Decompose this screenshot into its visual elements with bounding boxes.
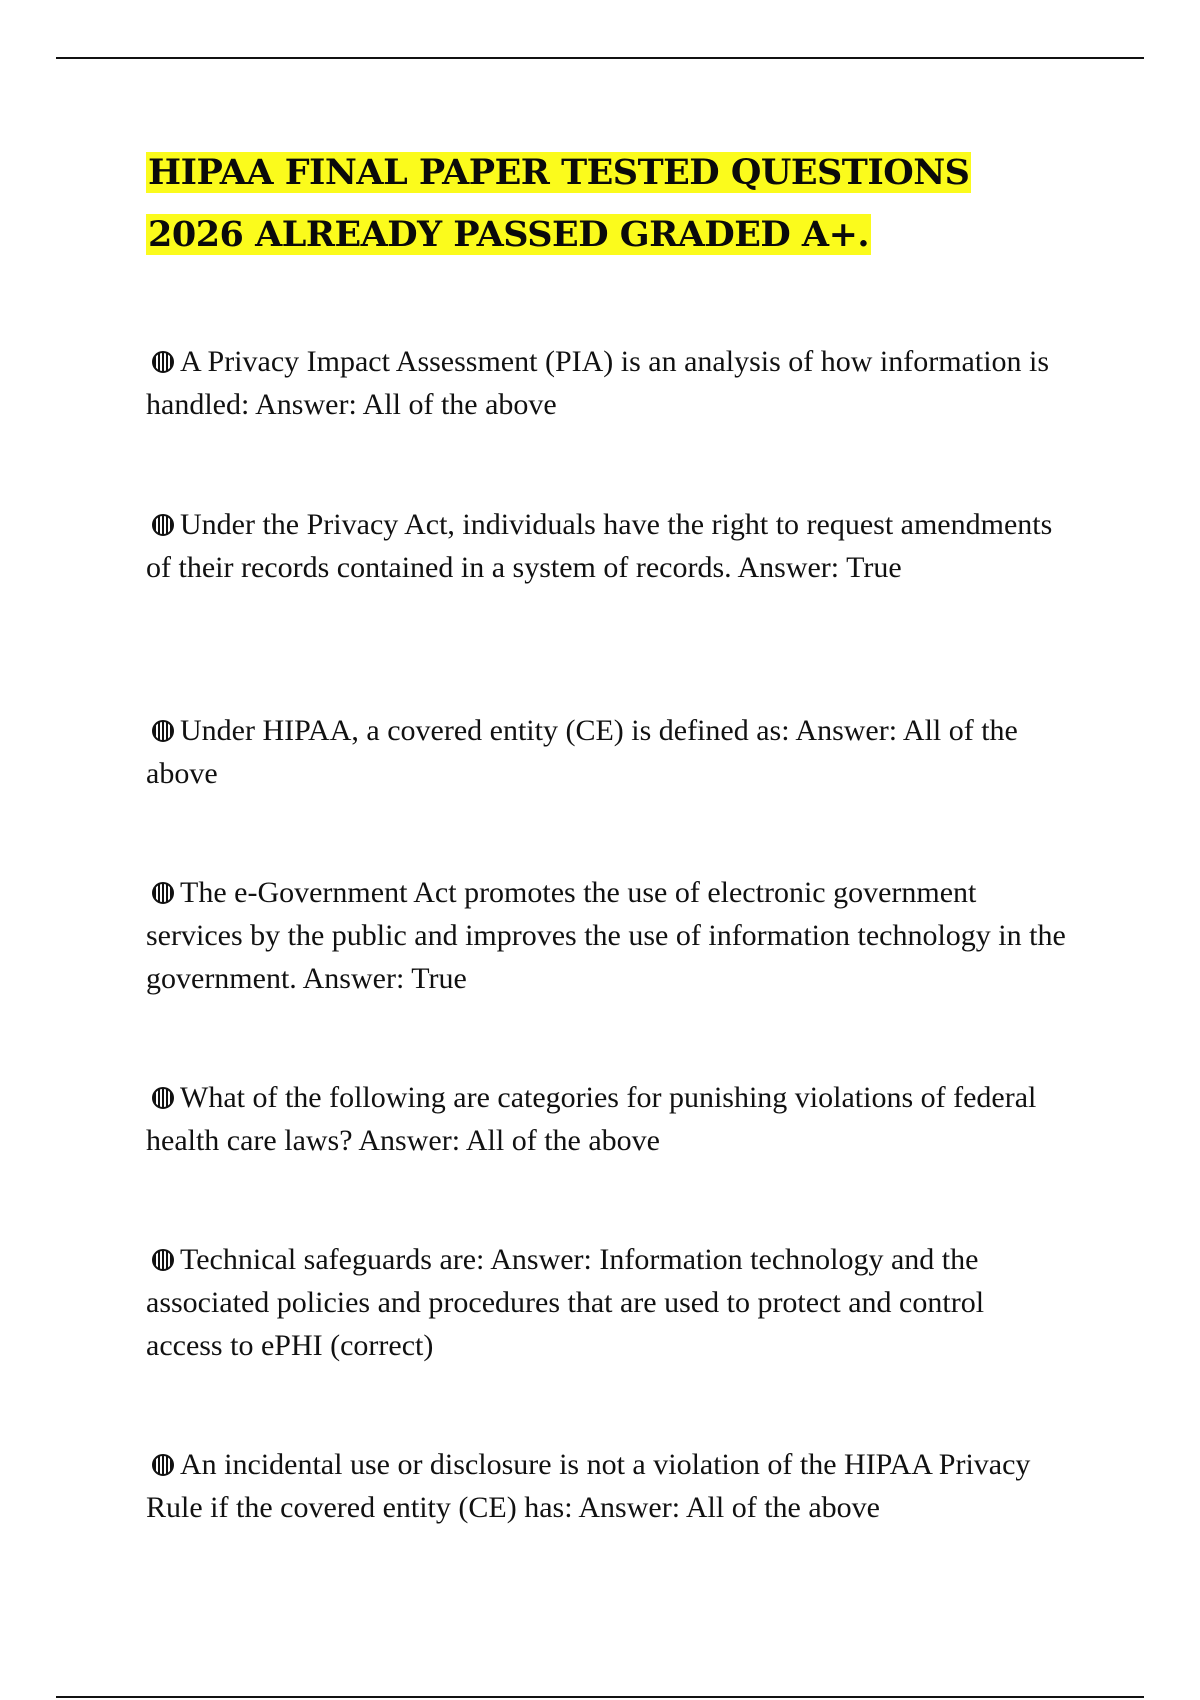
qa-item	[146, 1076, 1066, 1162]
bullet-icon	[152, 1087, 174, 1109]
bottom-rule	[56, 1696, 1144, 1698]
bullet-icon	[152, 882, 174, 904]
qa-text: What of the following are categories for punishing violations of federal health care laws? Answer: All of the above	[146, 1081, 1037, 1157]
qa-item	[146, 503, 1066, 589]
qa-item	[146, 340, 1066, 426]
title-highlight: HIPAA FINAL PAPER TESTED QUESTIONS 2026 ALREADY PASSED GRADED A+.	[148, 152, 970, 255]
qa-text: The e-Government Act promotes the use of electronic government services by the public and improves the use of information technology in the government. Answer: True	[146, 876, 1066, 995]
top-rule	[56, 57, 1144, 59]
bullet-icon	[152, 720, 174, 742]
qa-text: Under HIPAA, a covered entity (CE) is defined as: Answer: All of the above	[146, 714, 1018, 790]
qa-item	[146, 709, 1066, 795]
qa-text: A Privacy Impact Assessment (PIA) is an analysis of how information is handled: Answer: All of the above	[146, 345, 1050, 421]
page-title	[146, 142, 1046, 266]
qa-text: Under the Privacy Act, individuals have the right to request amendments of their records contained in a system of records. Answer: True	[146, 508, 1053, 584]
bullet-icon	[152, 1454, 174, 1476]
qa-item	[146, 1238, 1066, 1367]
bullet-icon	[152, 1249, 174, 1271]
qa-item	[146, 1443, 1066, 1529]
bullet-icon	[152, 514, 174, 536]
qa-item	[146, 871, 1066, 1000]
bullet-icon	[152, 351, 174, 373]
qa-text: An incidental use or disclosure is not a violation of the HIPAA Privacy Rule if the covered entity (CE) has: Answer: All of the above	[146, 1448, 1031, 1524]
qa-text: Technical safeguards are: Answer: Information technology and the associated policies and procedures that are used to protect and control access to ePHI (correct)	[146, 1243, 985, 1362]
